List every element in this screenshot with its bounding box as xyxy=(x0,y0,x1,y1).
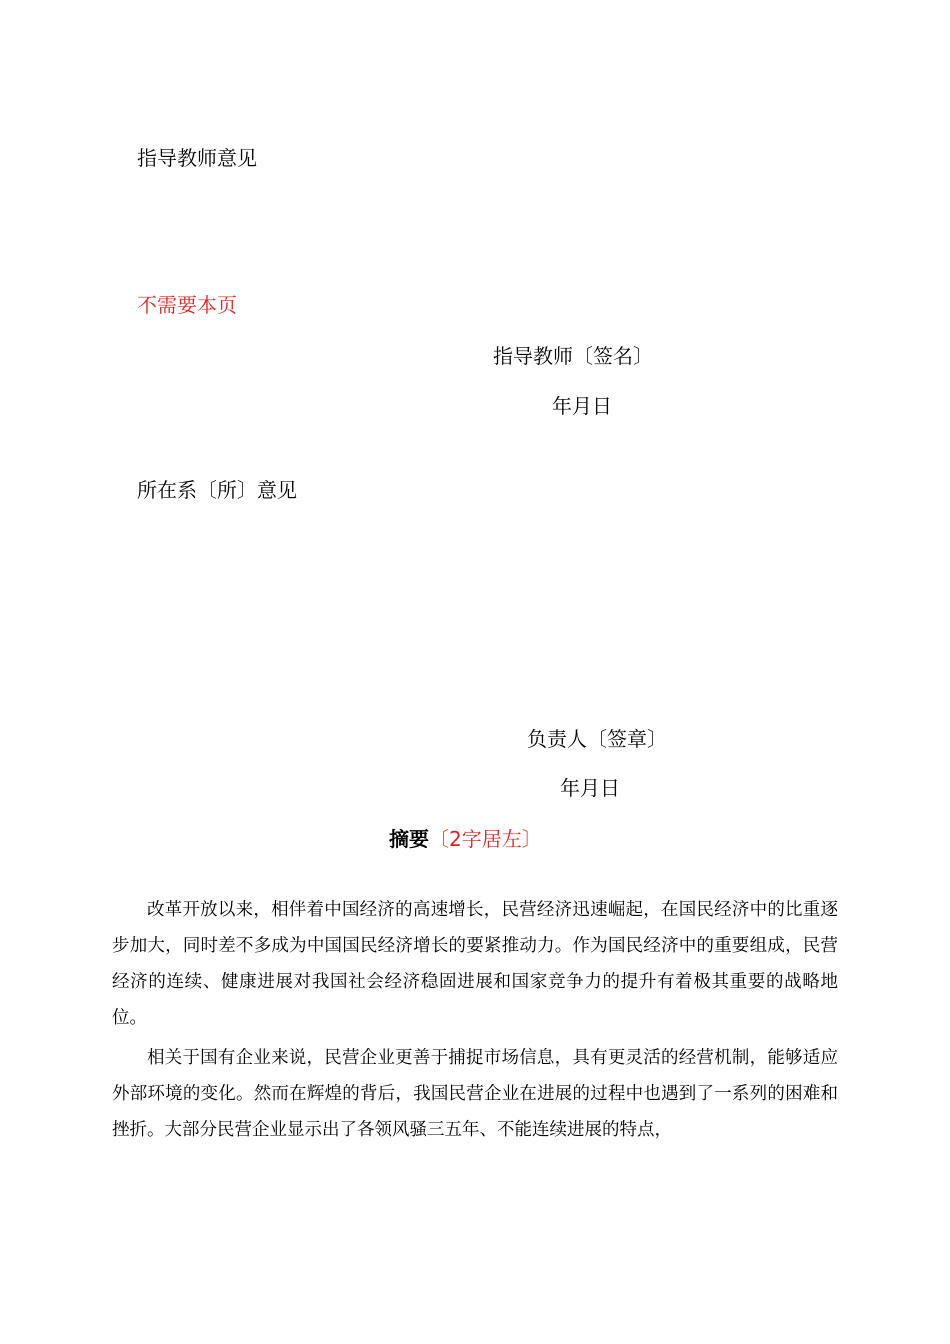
responsible-person-signature-label: 负责人〔签章〕 xyxy=(527,727,667,751)
department-opinion-heading: 所在系〔所〕意见 xyxy=(137,478,297,502)
advisor-signature-label: 指导教师〔签名〕 xyxy=(493,344,653,368)
abstract-title-text: 摘要 xyxy=(389,827,429,851)
abstract-paragraph-1: 改革开放以来，相伴着中国经济的高速增长，民营经济迅速崛起，在国民经济中的比重逐步加大，同时差不多成为中国国民经济增长的要紧推动力。作为国民经济中的重要组成，民营经济的连续、健康进展对我国社会经济稳固进展和国家竞争力的提升有着极其重要的战略地位。 xyxy=(112,900,838,1028)
abstract-title xyxy=(389,827,542,851)
advisor-date-label: 年月日 xyxy=(552,394,612,418)
page-not-needed-note: 不需要本页 xyxy=(137,293,237,317)
advisor-opinion-heading: 指导教师意见 xyxy=(137,146,257,170)
abstract-title-note: 〔2字居左〕 xyxy=(429,827,542,851)
abstract-paragraph-2: 相关于国有企业来说，民营企业更善于捕捉市场信息，具有更灵活的经营机制，能够适应外部环境的变化。然而在辉煌的背后，我国民营企业在进展的过程中也遇到了一系列的困难和挫折。大部分民营企业显示出了各领风骚三五年、不能连续进展的特点， xyxy=(112,1048,838,1140)
department-date-label: 年月日 xyxy=(560,776,620,800)
